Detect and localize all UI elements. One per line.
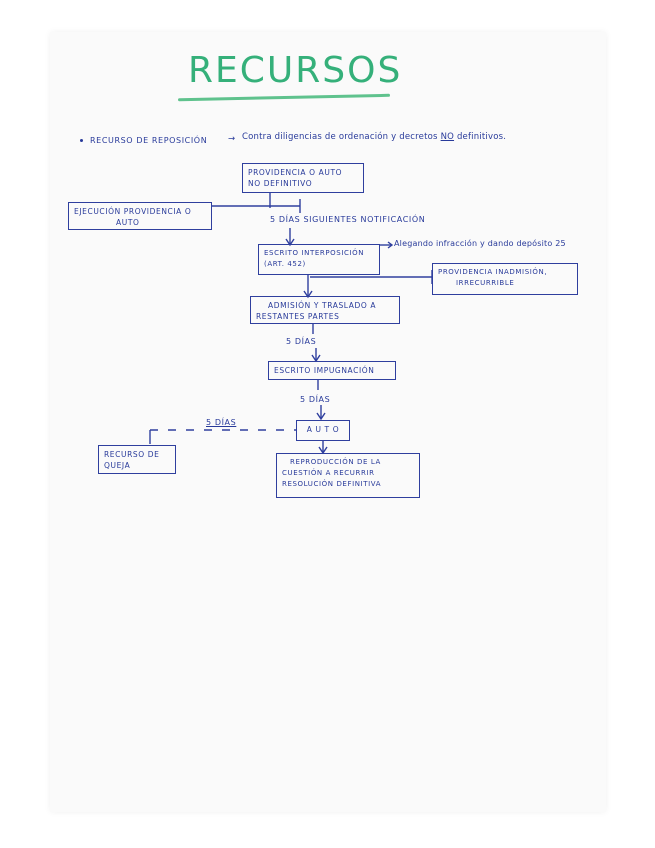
box-interposicion-line-1: ESCRITO INTERPOSICIÓN xyxy=(264,249,365,257)
label-dias-notificacion: 5 DÍAS SIGUIENTES NOTIFICACIÓN xyxy=(270,215,426,224)
intro-text-before: Contra diligencias de ordenación y decretos xyxy=(242,132,438,142)
box-admision-line-1: ADMISIÓN Y TRASLADO A xyxy=(268,301,377,310)
box-reproduccion xyxy=(276,453,420,498)
box-admision-line-2: RESTANTES PARTES xyxy=(256,312,340,321)
box-auto xyxy=(296,420,350,441)
box-inadmision xyxy=(432,263,578,295)
box-ejecucion xyxy=(68,202,212,230)
intro-text-after: definitivos. xyxy=(456,132,507,142)
box-providencia xyxy=(242,163,364,193)
label-alegando: Alegando infracción y dando depósito 25 xyxy=(394,239,566,248)
box-inadmision-line-1: PROVIDENCIA INADMISIÓN, xyxy=(438,268,548,276)
box-reproduccion-line-1: REPRODUCCIÓN DE LA xyxy=(290,458,381,466)
label-dias-1: 5 DÍAS xyxy=(286,337,317,346)
box-queja-line-2: QUEJA xyxy=(104,461,131,470)
box-ejecucion-line-1: EJECUCIÓN PROVIDENCIA O xyxy=(74,207,192,216)
box-admision xyxy=(250,296,400,324)
box-escrito-interposicion xyxy=(258,244,380,275)
intro-label: RECURSO DE REPOSICIÓN xyxy=(90,136,208,145)
box-ejecucion-line-2: AUTO xyxy=(116,218,140,227)
box-inadmision-line-2: IRRECURRIBLE xyxy=(456,279,515,287)
box-impugnacion xyxy=(268,361,396,380)
label-dias-queja: 5 DÍAS xyxy=(206,418,237,427)
box-impugnacion-line-1: ESCRITO IMPUGNACIÓN xyxy=(274,366,375,375)
box-queja-line-1: RECURSO DE xyxy=(104,450,160,459)
box-interposicion-line-2: (ART. 452) xyxy=(264,260,306,268)
intro-arrow: → xyxy=(228,134,236,144)
box-reproduccion-line-2: CUESTIÓN A RECURRIR xyxy=(282,469,375,477)
box-queja xyxy=(98,445,176,474)
label-dias-2: 5 DÍAS xyxy=(300,395,331,404)
intro-text-no: NO xyxy=(440,132,455,142)
box-auto-line-1: A U T O xyxy=(306,425,340,434)
page-title: RECURSOS xyxy=(188,50,403,91)
box-reproduccion-line-3: RESOLUCIÓN DEFINITIVA xyxy=(282,480,382,488)
box-providencia-line-1: PROVIDENCIA O AUTO xyxy=(248,168,343,177)
box-providencia-line-2: NO DEFINITIVO xyxy=(248,179,313,188)
